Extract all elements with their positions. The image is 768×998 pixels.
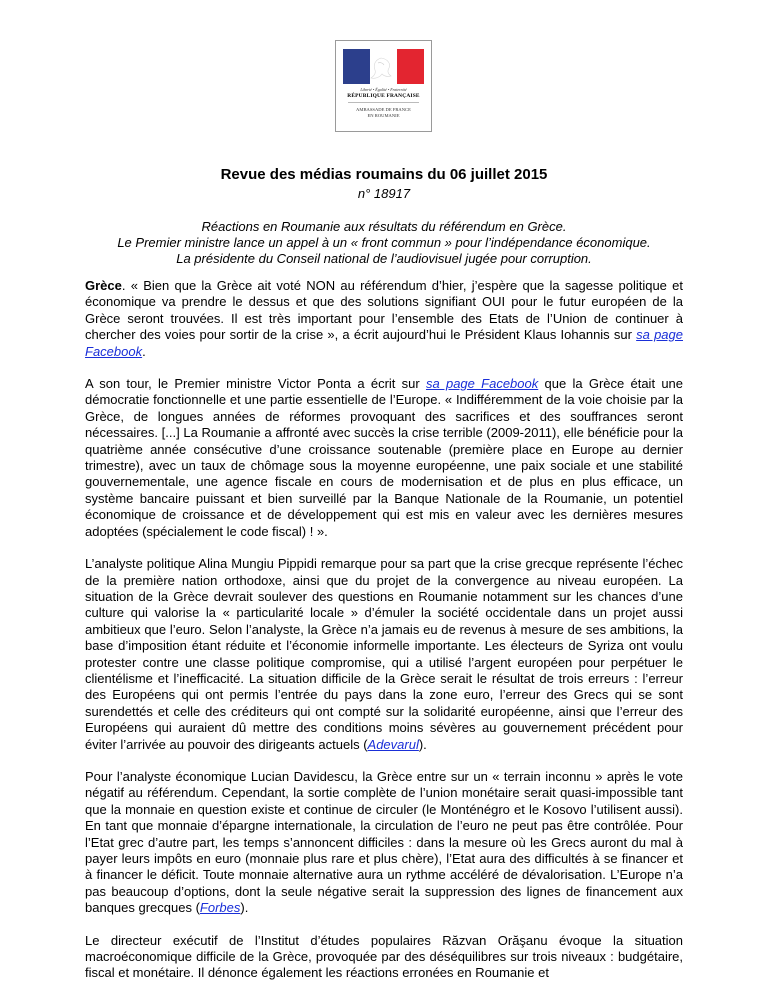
adevarul-link[interactable]: Adevarul [367, 736, 419, 752]
paragraph-orasanu [85, 933, 683, 982]
page-title: Revue des médias roumains du 06 juillet 2015 [220, 166, 548, 183]
facebook-link-iohannis[interactable]: sa page Facebook [85, 327, 683, 359]
paragraph-text: L’analyste politique Alina Mungiu Pippidi remarque pour sa part que la crise grecque représente l’échec de la première nation orthodoxe, ainsi que du projet de la convergence au niveau européen. La situation de la Grèce devrait soulever des questions en Roumanie notamment sur les chances d’une culture qui valorise la « particularité locale » d’émuler la société occidentale dans un projet aussi ambitieux que l’euro. Selon l’analyste, la Grèce n’a jamais eu de revenus à mesure de ses ambitions, la base d’imposition étant réduite et l’économie informelle importante. Les électeurs de Syriza ont voulu protester contre une classe politique compromise, qui a utilisé l’argent européen pour perpétuer le clientélisme et l’inefficacité. La situation difficile de la Grèce serait le résultat de trois erreurs : l’erreur des Européens qui ont permis l’entrée du pays dans la zone euro, l’erreur des Grecs qui se sont surendettés et celle des créditeurs qui ont compté sur la solidarité européenne, ainsi que l’erreur des Européens qui auraient dû mettre des conditions moins sévères au gouvernement précédent pour éviter l’arrivée au pouvoir des dirigeants actuels ( [85, 556, 683, 752]
forbes-link[interactable]: Forbes [199, 900, 241, 916]
paragraph-text: ). [240, 900, 249, 916]
headline: Réactions en Roumanie aux résultats du référendum en Grèce. [201, 219, 567, 234]
marianne-icon [361, 55, 407, 85]
paragraph-text: . [142, 343, 146, 359]
paragraph-text: ). [418, 736, 427, 752]
paragraph-text: Le directeur exécutif de l’Institut d’études populaires Răzvan Orăşanu évoque la situation macroéconomique difficile de la Grèce, provoquée par des déséquilibres sur trois niveaux : budgétaire, fiscal et monétaire. Il dénonce également les réactions erronées en Roumanie et [85, 932, 683, 981]
paragraph-ponta [85, 376, 683, 540]
logo-republic: RÉPUBLIQUE FRANÇAISE [347, 93, 420, 99]
paragraph-text: que la Grèce était une démocratie fonctionnelle et une partie essentielle de l’Europe. « Indifféremment de la voie choisie par la Grèce, de longues années de réformes provoquant des sacrifices et des souffrances seront nécessaires. [...] La Roumanie a affronté avec succès la crise terrible (2009-2011), elle bénéficie pour la quatrième année consécutive d’une croissance soutenable (première place en Europe au dernier trimestre), avec un taux de chômage sous la moyenne européenne, une paix sociale et une stabilité gouvernementale, une agence fiscale en cours de modernisation et de plus en plus efficace, un système bancaire puissant et bien surveillé par la Banque Nationale de la Roumanie, un potentiel économique de croissance et de développement qui est mis en valeur avec les dernières mesures adoptées (spécialement le code fiscal) ! ». [85, 376, 684, 539]
paragraph-text: . « Bien que la Grèce ait voté NON au référendum d’hier, j’espère que la sagesse politique et économique va prendre le dessus et que des solutions signifiant OUI pour le futur européen de la Grèce seront trouvées. Il est très important pour l’ensemble des Etats de l’Union de continuer à chercher des voies pour sortir de la crise », a écrit aujourd’hui le Président Klaus Iohannis sur [85, 278, 683, 343]
logo-embassy-line1: AMBASSADE DE FRANCE [356, 107, 411, 112]
paragraph-pippidi [85, 556, 683, 753]
paragraph-text: A son tour, le Premier ministre Victor Ponta a écrit sur [85, 376, 426, 392]
embassy-logo [335, 40, 432, 132]
logo-embassy-line2: EN ROUMANIE [367, 113, 400, 118]
logo-motto: Liberté • Égalité • Fraternité [360, 87, 407, 92]
paragraph-lead: Grèce [85, 278, 122, 293]
headlines [60, 219, 708, 267]
paragraph-greece [85, 278, 683, 360]
headline: Le Premier ministre lance un appel à un « front commun » pour l’indépendance économique. [117, 235, 651, 250]
logo-divider [348, 102, 419, 103]
logo-embassy [336, 107, 431, 119]
facebook-link-ponta[interactable]: sa page Facebook [425, 376, 539, 392]
article-body [85, 278, 683, 998]
paragraph-text: Pour l’analyste économique Lucian Davidescu, la Grèce entre sur un « terrain inconnu » après le vote négatif au référendum. Cependant, la sortie complète de l’union monétaire serait quasi-impossible tant que la monnaie en question existe et continue de circuler (le Monténégro et le Kosovo l’utilisent aussi). En tant que monnaie d’épargne internationale, la circulation de l’euro ne peut pas être contrôlée. Pour l’Etat grec d’autre part, les temps s’annoncent difficiles : dans la mesure où les Grecs auront du mal à payer leurs impôts en euro (monnaie plus rare et plus chère), l’Etat aura des difficultés à se financer et à financer le déficit. Toute monnaie alternative aura un rythme accéléré de dévalorisation. L’Europe n’a pas beaucoup d’options, dont la seule négative serait la suppression des lignes de financement aux banques grecques ( [85, 768, 683, 916]
issue-number: n° 18917 [357, 186, 411, 201]
headline: La présidente du Conseil national de l’audiovisuel jugée pour corruption. [176, 251, 592, 266]
paragraph-davidescu [85, 769, 683, 917]
